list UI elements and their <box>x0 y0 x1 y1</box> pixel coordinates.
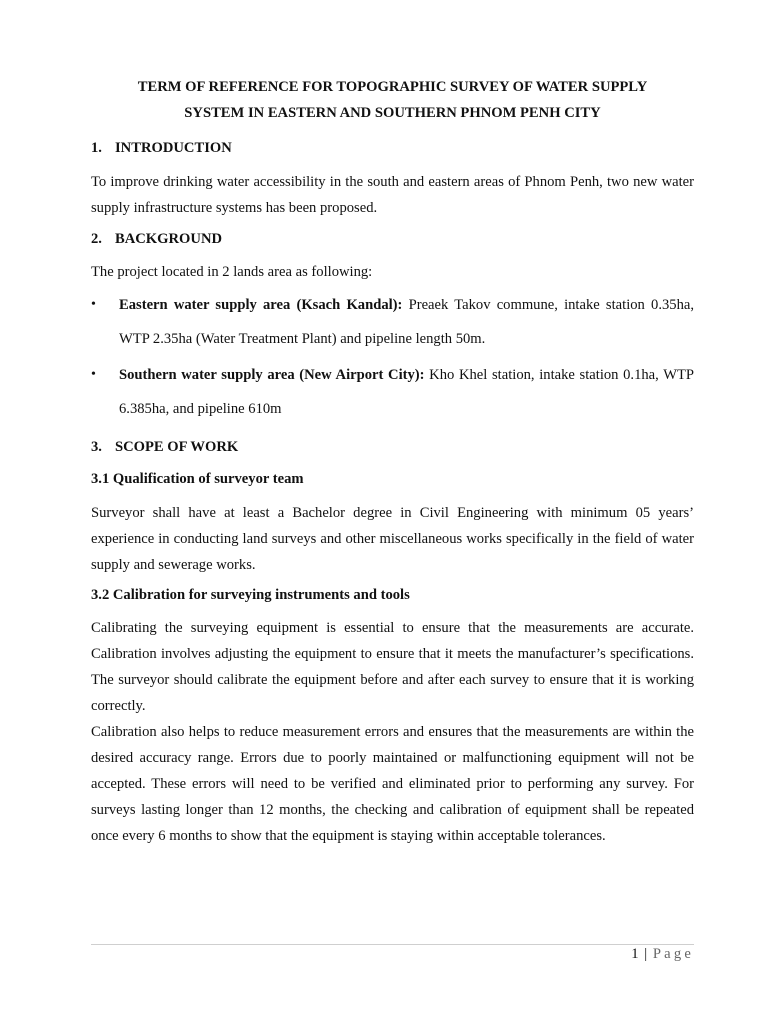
page-label: Page <box>652 946 694 962</box>
page-number: 1 <box>631 946 639 962</box>
subsection-heading-calibration: 3.2 Calibration for surveying instruments and tools <box>91 587 410 603</box>
calibration-paragraph-1: Calibrating the surveying equipment is essential to ensure that the measurements are accurate. Calibration involves adjusting the equipment to ensure that it meets the manufacturer’s specifications. The surveyor should calibrate the equipment before and after each survey to ensure that it is working correctly. <box>91 620 694 714</box>
background-paragraph: The project located in 2 lands area as following: <box>91 264 373 280</box>
document-title <box>91 74 694 126</box>
bullet-text: Kho Khel station, intake station 0.1ha, WTP 6.385ha, and pipeline 610m <box>119 367 694 417</box>
qualification-paragraph: Surveyor shall have at least a Bachelor degree in Civil Engineering with minimum 05 years’ experience in conducting land surveys and other miscellaneous works specifically in the field of water supply and sewerage works. <box>91 505 694 573</box>
subsection-heading-qualification: 3.1 Qualification of surveyor team <box>91 471 304 487</box>
page-footer <box>631 946 694 963</box>
bullet-label: Southern water supply area (New Airport City): <box>119 367 425 383</box>
section-title: INTRODUCTION <box>115 140 232 156</box>
footer-separator: | <box>644 946 648 962</box>
section-heading-scope <box>91 439 238 456</box>
footer-divider <box>91 944 694 945</box>
section-number: 1. <box>91 140 102 156</box>
section-heading-introduction <box>91 140 232 157</box>
section-title: SCOPE OF WORK <box>115 439 239 455</box>
bullet-text: Preaek Takov commune, intake station 0.35ha, WTP 2.35ha (Water Treatment Plant) and pipeline length 50m. <box>119 297 695 347</box>
bullet-label: Eastern water supply area (Ksach Kandal): <box>119 297 403 313</box>
section-title: BACKGROUND <box>115 231 223 247</box>
bullet-icon: • <box>91 297 96 312</box>
section-heading-background <box>91 231 222 248</box>
title-line-2: SYSTEM IN EASTERN AND SOUTHERN PHNOM PENH CITY <box>184 105 601 121</box>
section-number: 3. <box>91 439 102 455</box>
introduction-paragraph: To improve drinking water accessibility in the south and eastern areas of Phnom Penh, two new water supply infrastructure systems has been proposed. <box>91 174 694 216</box>
section-number: 2. <box>91 231 102 247</box>
calibration-paragraph-2: Calibration also helps to reduce measurement errors and ensures that the measurements are within the desired accuracy range. Errors due to poorly maintained or malfunctioning equipment will not be accepted. These errors will need to be verified and eliminated prior to performing any survey. For surveys lasting longer than 12 months, the checking and calibration of equipment shall be repeated once every 6 months to show that the equipment is staying within acceptable tolerances. <box>91 724 694 844</box>
bullet-icon: • <box>91 367 96 382</box>
title-line-1: TERM OF REFERENCE FOR TOPOGRAPHIC SURVEY OF WATER SUPPLY <box>137 79 648 95</box>
